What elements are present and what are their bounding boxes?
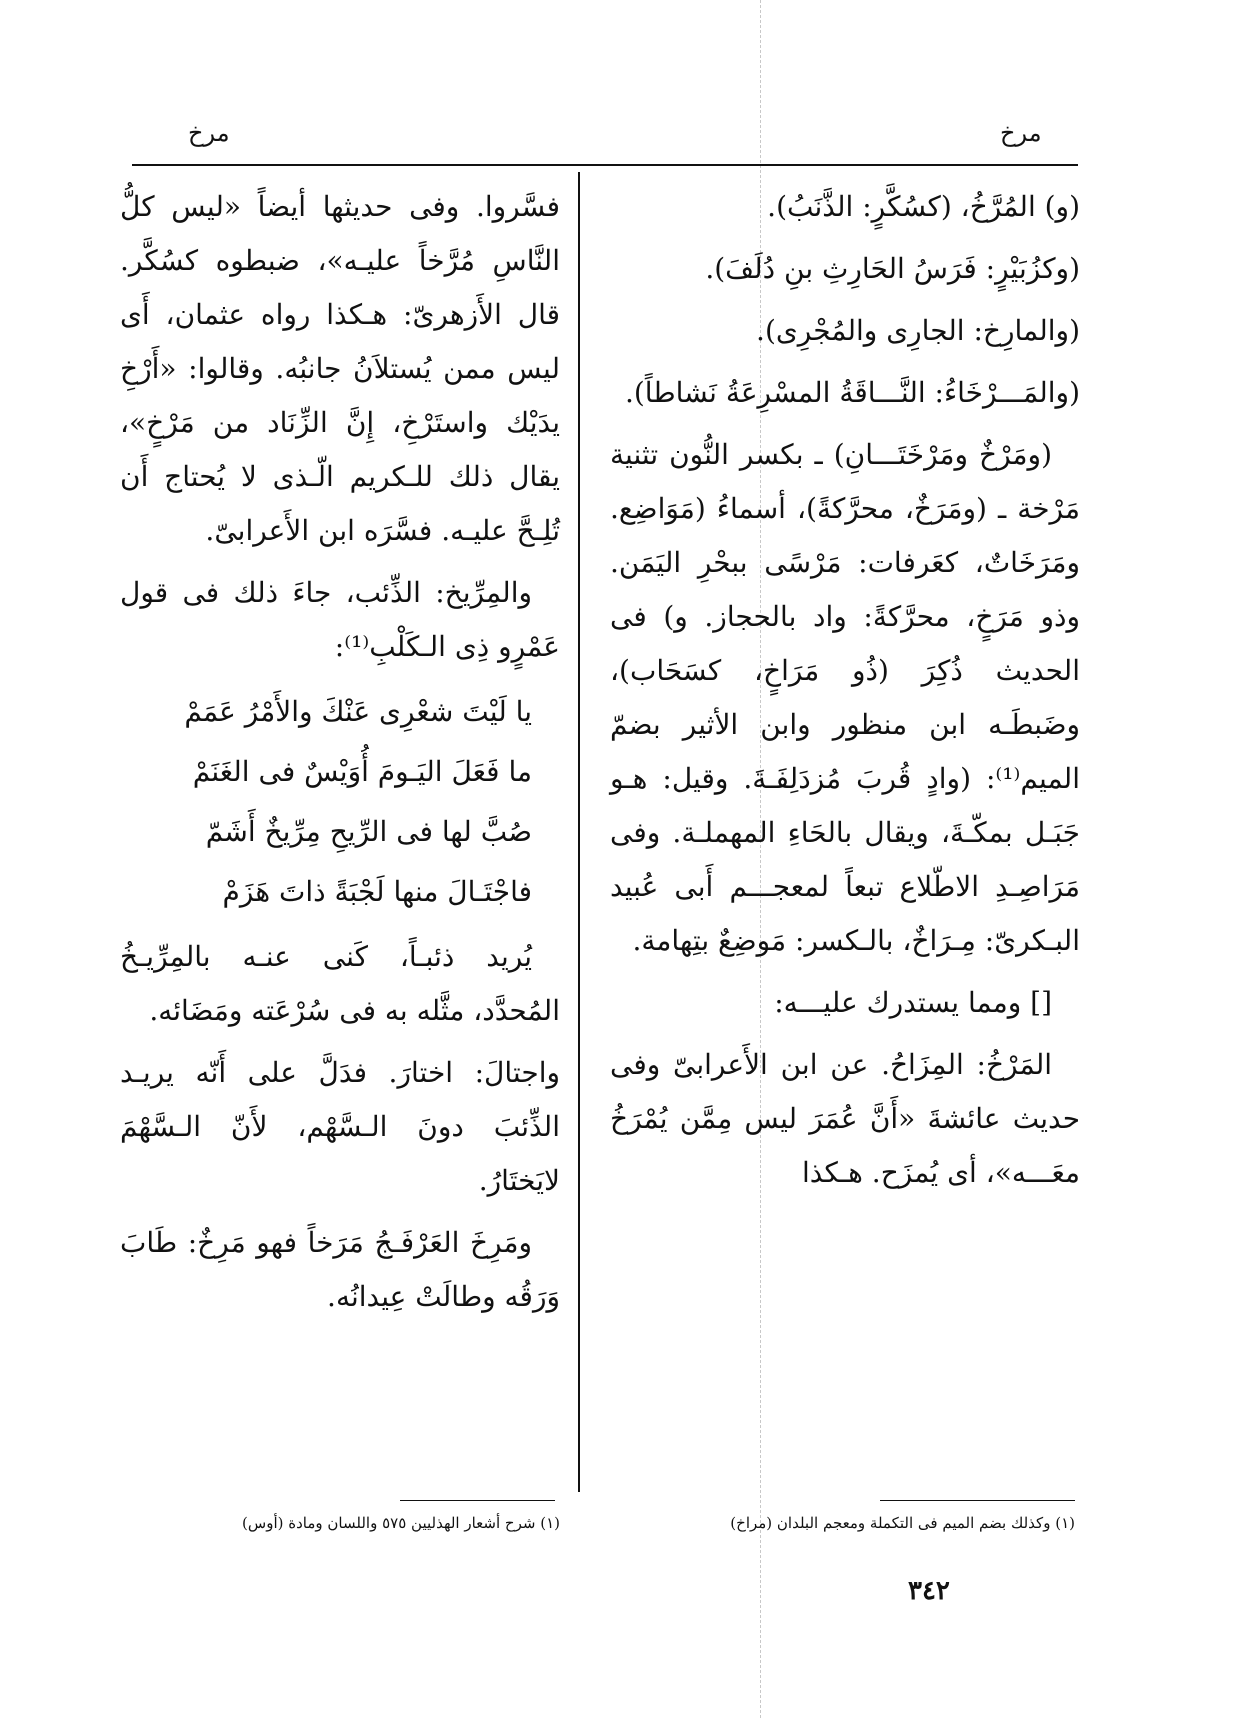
entry-paragraph: فسَّروا. وفى حديثها أيضاً «ليس كلُّ النَّاسِ مُرَّخاً عليـه»، ضبطوه كسُكَّر. قال الأَزهرىّ: هـكذا رواه عثمان، أَى ليس ممن يُستلاَنُ جانبُه. وقالوا: «أَرْخِ يدَيْك واستَرْخِ، إِنَّ الزِّنَاد من مَرْخٍ»، يقال ذلك للـكريم الّـذى لا يُحتاج أَن تُلِـحَّ عليـه. فسَّرَه ابن الأَعرابىّ. — [120, 190, 560, 547]
poem-verse — [120, 682, 560, 922]
entry-paragraph: واجتالَ: اختارَ. فدَلَّ على أَنّه يريـد الذِّئبَ دونَ الـسَّهْم، لأَنّ الـسَّهْمَ لايَختَارُ. — [120, 1056, 560, 1197]
right-column — [610, 180, 1080, 1208]
entry-paragraph: (و) المُرَّخُ، (كسُكَّرٍ: الذَّنَبُ). — [767, 190, 1080, 223]
running-head-left: مرخ — [188, 119, 230, 147]
running-head-right: مرخ — [1000, 119, 1042, 147]
footnote-rule-left — [400, 1500, 555, 1501]
entry-paragraph: والمِرِّيخ: الذِّئب، جاءَ ذلك فى قول عَمْرٍو ذِى الـكَلْبِ⁽¹⁾: — [120, 576, 560, 663]
entry-paragraph: (والمَـــرْخَاءُ: النَّـــاقَةُ المسْرِعَةُ نَشاطاً). — [624, 376, 1080, 409]
left-column — [120, 180, 560, 1332]
header-rule — [132, 164, 1078, 166]
entry-paragraph: يُريد ذئبـاً، كَنى عنـه بالمِرِّيـخُ المُحدَّد، مثَّله به فى سُرْعَته ومَضَائه. — [120, 940, 560, 1027]
footnote-left: (١) شرح أشعار الهذليين ٥٧٥ واللسان ومادة (أوس) — [242, 1514, 560, 1532]
verse-line: فاجْتَـالَ منها لَجْبَةً ذاتَ هَزَمْ — [222, 875, 532, 908]
verse-line: صُبَّ لها فى الرِّيحِ مِرِّيخٌ أَشَمّ — [205, 815, 532, 848]
entry-paragraph: (وكزُبَيْرٍ: فَرَسُ الحَارِثِ بنِ دُلَفَ). — [705, 252, 1080, 285]
footnote-right: (١) وكذلك بضم الميم فى التكملة ومعجم البلدان (مراخ) — [730, 1514, 1075, 1532]
entry-paragraph: (والمارِخ: الجارِى والمُجْرِى). — [756, 314, 1080, 347]
page-number: ٣٤٢ — [908, 1576, 950, 1606]
verse-line: يا لَيْتَ شعْرِى عَنْكَ والأَمْرُ عَمَمْ — [184, 695, 532, 728]
entry-paragraph: المَرْخُ: المِزَاحُ. عن ابن الأَعرابىّ وفى حديث عائشةَ «أَنَّ عُمَرَ ليس مِمَّن يُمْرَخُ معَـــه»، أى يُمزَح. هـكذا — [610, 1048, 1080, 1189]
entry-paragraph: ومَرِخَ العَرْفَـجُ مَرَخاً فهو مَرِخٌ: طَابَ وَرَقُه وطالَتْ عِيدانُه. — [120, 1226, 560, 1313]
entry-paragraph: (ومَرْخٌ ومَرْخَتَـــانِ) ـ بكسر النُّون تثنية مَرْخة ـ (ومَرَخٌ، محرَّكةً)، أسماءُ (مَوَاضِع. ومَرَخَاتٌ، كعَرفات: مَرْسًى ببحْرِ اليَمَن. وذو مَرَخٍ، محرَّكةً: واد بالحجاز. و) فى الحديث ذُكِرَ (ذُو مَرَاخٍ، كسَحَاب)، وضَبطَـه ابن منظور وابن الأثير بضمّ الميم⁽¹⁾: (وادٍ قُربَ مُزدَلِفَـةَ. وقيل: هـو جَبَـل بمكّـةَ، ويقال بالحَاءِ المهملـة. وفى مَرَاصِـدِ الاطّلاع تبعاً لمعجـــم أَبى عُبيد البـكرىّ: مِـرَاخٌ، بالـكسر: مَوضِعٌ بتِهامة. — [610, 438, 1080, 957]
footnote-rule-right — [880, 1500, 1075, 1501]
column-divider — [578, 172, 580, 1492]
addendum-heading: [] ومما يستدرك عليـــه: — [774, 986, 1052, 1019]
verse-line: ما فَعَلَ اليَـومَ أُوَيْسٌ فى الغَنَمْ — [192, 755, 532, 788]
